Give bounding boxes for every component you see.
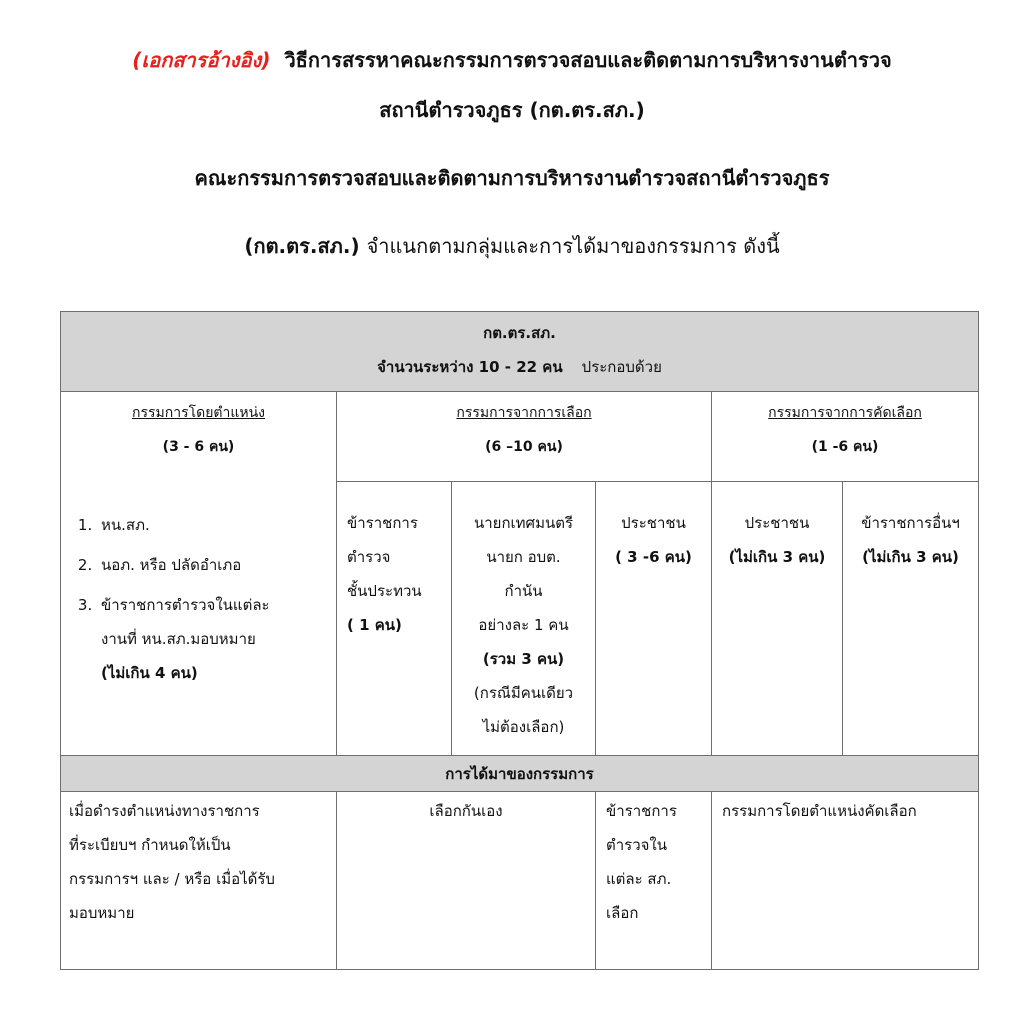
elected-public-cell: ประชาชน ( 3 -6 คน) (596, 482, 712, 756)
elected-local-total: (รวม 3 คน) (482, 650, 565, 668)
member-count-rest: ประกอบด้วย (581, 358, 662, 376)
by-position-list (61, 508, 336, 690)
selected-public-count: (ไม่เกิน 3 คน) (728, 548, 826, 566)
elected-local-cell: นายกเทศมนตรี นายก อบต. กำนัน อย่างละ 1 คน (รวม 3 คน) (กรณีมีคนเดียว ไม่ต้องเลือก) (452, 482, 596, 756)
list-item: 3. ข้าราชการตำรวจในแต่ละ งานที่ หน.สภ.มอบหมาย (ไม่เกิน 4 คน) (97, 588, 336, 690)
table-title-cell (61, 312, 979, 392)
table-header-row (61, 312, 979, 392)
member-count: จำนวนระหว่าง 10 - 22 คน (377, 358, 563, 376)
acquisition-selected-cell: กรรมการโดยตำแหน่งคัดเลือก (712, 792, 979, 970)
selected-public-cell: ประชาชน (ไม่เกิน 3 คน) (712, 482, 843, 756)
acquisition-elect-cell: เลือกกันเอง (337, 792, 596, 970)
elected-public-count: ( 3 -6 คน) (615, 548, 692, 566)
acquisition-title: การได้มาของกรรมการ (61, 756, 979, 792)
group-selected-cell (712, 392, 979, 482)
group-elected-count: (6 –10 คน) (485, 439, 563, 455)
title-text-line1: วิธีการสรรหาคณะกรรมการตรวจสอบและติดตามการบริหารงานตำรวจ (284, 48, 892, 72)
table-title: กต.ตร.สภ. (483, 324, 556, 342)
list-item: 1. หน.สภ. (97, 508, 336, 542)
by-position-limit: (ไม่เกิน 4 คน) (101, 664, 198, 682)
list-item: 2. นอภ. หรือ ปลัดอำเภอ (97, 548, 336, 582)
acquisition-row (61, 792, 979, 970)
group-selected-title: กรรมการจากการคัดเลือก (768, 405, 922, 421)
group-elected-cell (337, 392, 712, 482)
selected-other-count: (ไม่เกิน 3 คน) (862, 548, 959, 566)
group-elected-title: กรรมการจากการเลือก (456, 405, 592, 421)
acquisition-header-row (61, 756, 979, 792)
subtitle-line2 (0, 230, 1024, 262)
subtitle-rest: จำแนกตามกลุ่มและการได้มาของกรรมการ ดังนี้ (366, 234, 780, 258)
elected-police-cell: ข้าราชการ ตำรวจ ชั้นประทวน ( 1 คน) (337, 482, 452, 756)
selected-other-cell: ข้าราชการอื่นฯ (ไม่เกิน 3 คน) (843, 482, 979, 756)
acquisition-by-position-cell: เมื่อดำรงตำแหน่งทางราชการ ที่ระเบียบฯ กำหนดให้เป็น กรรมการฯ และ / หรือ เมื่อได้รับ มอบหมาย (61, 792, 337, 970)
document-title-line2: สถานีตำรวจภูธร (กต.ตร.สภ.) (379, 98, 645, 122)
group-selected-count: (1 -6 คน) (811, 439, 879, 455)
document-title-line1 (0, 44, 1024, 76)
group-by-position-count: (3 - 6 คน) (162, 439, 235, 455)
group-header-row (61, 392, 979, 482)
reference-tag: (เอกสารอ้างอิง) (132, 48, 271, 72)
acquisition-police-cell: ข้าราชการ ตำรวจใน แต่ละ สภ. เลือก (596, 792, 712, 970)
subtitle-abbr: (กต.ตร.สภ.) (244, 234, 360, 258)
group-by-position-title: กรรมการโดยตำแหน่ง (131, 405, 266, 421)
subtitle-line1: คณะกรรมการตรวจสอบและติดตามการบริหารงานตำรวจสถานีตำรวจภูธร (194, 166, 830, 190)
elected-police-count: ( 1 คน) (347, 616, 402, 634)
committee-table (60, 311, 979, 970)
member-count-line (61, 350, 978, 384)
group-by-position-cell (61, 392, 337, 756)
